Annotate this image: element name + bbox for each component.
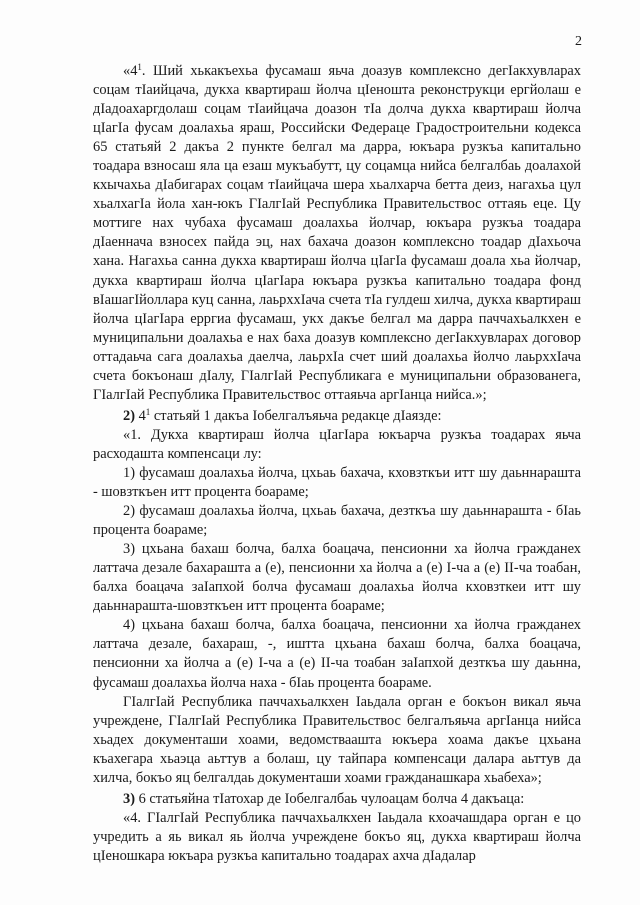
item-number: 2) <box>123 407 135 424</box>
paragraph-subitem-4: 4) цхьана бахаш болча, балха боацача, пенсионни ха йолча гражданех латтача дезале, бахараш, -, иштта цхьана бахаш болча, балха боацача, пенсионни ха йолча а (е) I-ча а (е) II-ча тоабан заІапхой дезткъа шу даьнна, фусамаш доалахьа йолча наха - бІаь процента боараме. <box>93 617 581 691</box>
document-body <box>93 62 581 866</box>
item-number: 3) <box>123 790 135 807</box>
paragraph-subitem-1: 1) фусамаш доалахьа йолча, цхьаь бахача, кховзткъи итт шу даьннарашта - шовзткъен итт процента боараме; <box>93 464 581 501</box>
paragraph-item-2: 2) $4^1$ статьяй 1 дакъа Іобелгалъяьча редакце дІаязде: <box>123 406 442 424</box>
paragraph-4-1-amendment: «$4^1$. Ший хькакъехьа фусамаш яьча доазув комплексно дегІакхувларах соцам тІаийцача, дукха квартираш йолча цІеношта реконструкци ергйолаш е дІадоахаргдолаш соцам тІаийцача доазон тІа долча дукха квартираш йолча цІагІа фусам доалахьа яраш, Российски Федераце Градостроительни кодекса 65 статьяй 2 дакъа 2 пункте белгал ма дарра, юкъара рузкъа капитально тоадара взносаш яла ца езаш мукъабутт, цу соцамца нийса белгалбаь доалахой кхычахьа дІабигарах соцам тІаийцача шера хьалхарча бетта деиз, нагахьа цул хьалхагІа йола хан-юкъ ГІалгІай Республика Правительствос оттаяь еце. Цу моттиге нах чубаха фусамаш доалахьа йолчар, юкъара рузкъа тоадара дІаеннача взносех пайда эц, нах бахача доазон комплексно тоадар дІахьоча хана. Нагахьа санна дукха квартираш йолча цІагІа фусамаш доала хьа йолчар, дукха квартираш йолча цІагІара юкъара рузкъа капитально тоадара фонд вІашагІйоллара куц санна, лаьрххІача счета тІа гулдеш хилча, дукха квартираш йолча цІагІара ерргиа фусамаш, укх дакъе белгал ма дарра паччахьалкхен е муниципальни доалахьа е нах баха доазув комплексно дегІакхувларах договор оттадаьча сага доалахьа даелча, лаьрхІа счет ший доалахьа йолчо лаьрххІача счета бокъонаш дІалу, ГІалгІай Республикага е муниципальни образованега, ГІалгІай Республика Правительствос оттаяьча аргІанца нийса.»; <box>93 62 581 403</box>
paragraph-compensation-intro: «1. Дукха квартираш йолча цІагІара юкъарча рузкъа тоадарах яьча расходашта компенсаци лу: <box>93 426 581 462</box>
paragraph-subitem-3: 3) цхьана бахаш болча, балха боацача, пенсионни ха йолча гражданех латтача дезале бахарашта а (е), пенсионни ха йолча а (е) I-ча а (е) II-ча тоабан, балха боацача заІапхой болча фусамаш доалахьа йолча кховзткеи итт шу даьннарашта-шовзткъен итт процента боараме; <box>93 541 581 615</box>
paragraph-authority: ГІалгІай Республика паччахьалкхен Іаьдала орган е бокъон викал яьча учреждене, ГІалгІай Республика Правительствос белгалъяьча аргІанца нийса хьадех документаши хоами, ведомстваашта юкъера хоама дакъе цхьана къахегара хьаэца аьттув а болаш, цу тайпара компенсаци далара аьттув да хилча, бокъо яц белгалдаь документаши хоами гражданашкара хьабеха»; <box>93 693 581 786</box>
paragraph-part-4: «4. ГІалгІай Республика паччахьалкхен Іаьдала кхоачашдара орган е цо учредить а яь викал яь йолча учреждене бокъо яц, дукха квартираш йолча цІеношкара юкъара рузкъа капитально тоадарах ахча дІадалар <box>93 809 581 864</box>
paragraph-item-3: 3) 6 статьяйна тІатохар де Іобелгалбаь чулоацам болча 4 дакъаца: <box>123 790 525 807</box>
page-number: 2 <box>575 34 582 49</box>
paragraph-subitem-2: 2) фусамаш доалахьа йолча, цхьаь бахача, дезткъа шу даьннарашта - бІаь процента боараме; <box>93 503 581 539</box>
